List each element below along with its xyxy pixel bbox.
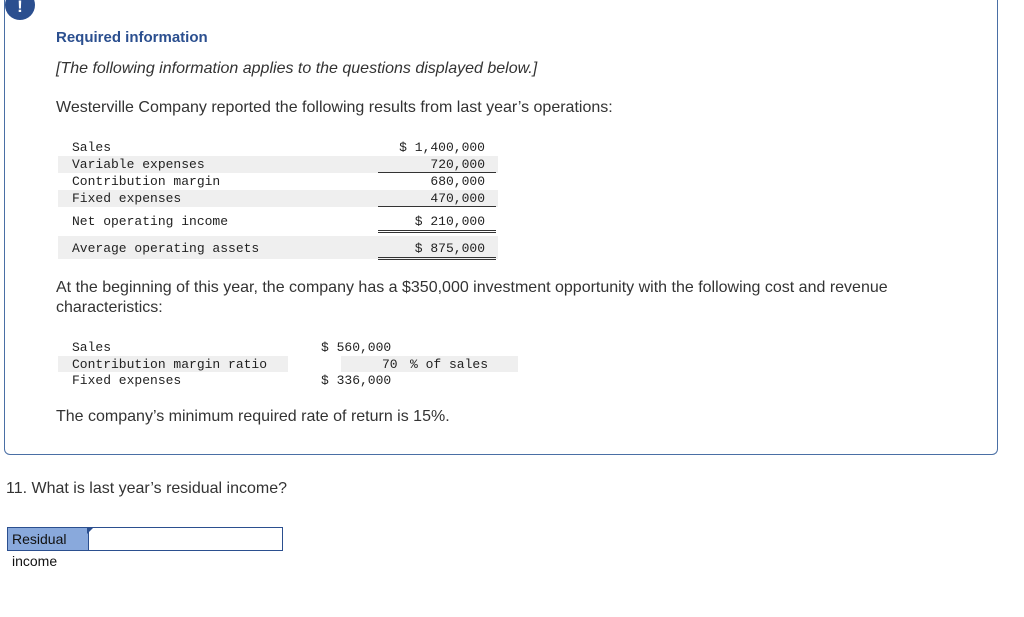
table-row: [58, 356, 489, 373]
row-label: Contribution margin: [72, 174, 221, 189]
row-label: Fixed expenses: [72, 191, 182, 206]
table-row: [58, 236, 498, 259]
opportunity-text: At the beginning of this year, the company has a $350,000 investment opportunity with the following cost and revenue characteristics:: [56, 279, 888, 316]
min-return-text: The company’s minimum required rate of return is 15%.: [56, 408, 450, 425]
table-row: [58, 173, 498, 190]
last-year-results-table: [58, 139, 498, 259]
info-note: [The following information applies to the questions displayed below.]: [56, 60, 538, 77]
row-value: 720,000: [430, 157, 485, 172]
row-label: Average operating assets: [72, 241, 260, 256]
answer-row: [7, 527, 283, 569]
double-underline: [378, 230, 496, 233]
answer-label: Residual income: [8, 528, 88, 550]
row-value: $ 210,000: [414, 214, 485, 229]
row-value: 470,000: [430, 191, 485, 206]
row-unit: % of sales: [410, 356, 489, 372]
total-underline: [378, 206, 496, 207]
alert-icon: !: [5, 0, 35, 20]
table-row: [58, 156, 498, 173]
table-row: [58, 139, 498, 156]
table-row: [58, 211, 498, 232]
table-row: [58, 190, 498, 207]
row-label: Net operating income: [72, 214, 229, 229]
opportunity-table: [58, 339, 518, 389]
intro-text: Westerville Company reported the following results from last year’s operations:: [56, 99, 613, 116]
row-value: 680,000: [430, 174, 485, 189]
table-row: [58, 339, 518, 356]
row-value: $ 560,000: [321, 340, 392, 355]
row-label: Sales: [72, 340, 112, 355]
row-value: $ 875,000: [414, 241, 485, 256]
row-label: Sales: [72, 140, 112, 155]
row-value: 70: [382, 356, 398, 372]
table-row: [58, 372, 518, 389]
double-underline: [378, 257, 496, 260]
question-text: 11. What is last year’s residual income?: [6, 480, 288, 497]
required-info-title: Required information: [56, 29, 208, 46]
row-label: Fixed expenses: [72, 373, 182, 388]
row-value: $ 1,400,000: [399, 140, 485, 155]
row-label: Contribution margin ratio: [72, 356, 268, 372]
required-info-panel: [4, 0, 998, 455]
residual-income-input[interactable]: [88, 528, 282, 550]
row-label: Variable expenses: [72, 157, 205, 172]
row-value: $ 336,000: [321, 373, 392, 388]
